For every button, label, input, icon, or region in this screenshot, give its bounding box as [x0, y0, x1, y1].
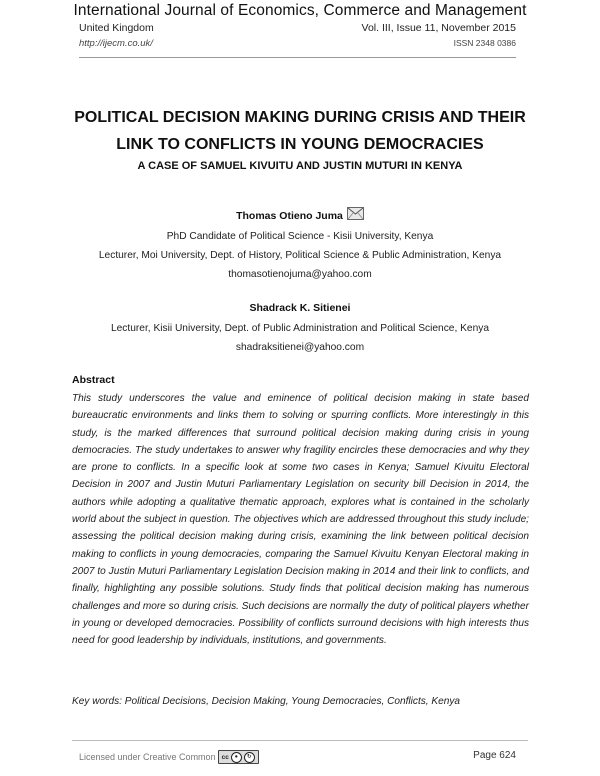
journal-volume-issue: Vol. III, Issue 11, November 2015 — [361, 22, 516, 34]
author-email-link[interactable]: thomasotienojuma@yahoo.com — [228, 269, 372, 280]
author-name-row — [40, 297, 560, 319]
author-affiliation: Lecturer, Kisii University, Dept. of Public Administration and Political Science, Kenya — [110, 323, 490, 334]
creative-commons-badge-icon[interactable] — [218, 750, 259, 764]
paper-subtitle: A CASE OF SAMUEL KIVUITU AND JUSTIN MUTURI IN KENYA — [137, 160, 463, 172]
author-email-link[interactable]: shadraksitienei@yahoo.com — [235, 342, 365, 353]
journal-url-link[interactable]: http://ijecm.co.uk/ — [79, 38, 153, 49]
license-text: Licensed under Creative Common — [79, 752, 216, 762]
author-affiliation: Lecturer, Moi University, Dept. of History, Political Science & Public Administration, Kenya — [98, 250, 502, 261]
header-divider — [79, 57, 516, 58]
author-name: Shadrack K. Sitienei — [249, 302, 351, 314]
cc-sharealike-icon: ↻ — [244, 752, 255, 763]
license-notice — [79, 750, 259, 764]
author-name-row — [40, 205, 560, 227]
cc-label: cc — [221, 753, 229, 761]
abstract-body: This study underscores the value and eminence of political decision making in state based bureaucratic environments and links them to solving or spurring conflicts. More interestingly in this study, is the marked differences that surround political decision making during crisis in young democracies. The study undertakes to answer why fragility encircles these democracies and why they are prone to conflicts. In a specific look at some two cases in Kenya; Samuel Kivuitu Electoral Decision in 2007 and Justin Muturi Parliamentary Legislation on security bill Decision in 2014, the authors while adopting a qualitative thematic approach, explores what is contained in the scholarly world about the subject in question. The objectives which are addressed throughout this study include; assessing the political decision making during crisis, examining the link between political decision making to conflicts in young democracies, comparing the Samuel Kivuitu Kenyan Electoral making in 2007 to Justin Muturi Parliamentary Legislation Decision making in 2014 and their link to conflicts, and finally, highlighting any possible solutions. Study finds that political decision making has numerous challenges and more so during crisis. Such decisions are normally the duty of political players whether in young or developed democracies. Possibility of conflicts surround decisions with high interests thus need for good leadership by individuals, institutions, and governments. — [72, 393, 529, 647]
paper-title-line-1: POLITICAL DECISION MAKING DURING CRISIS AND THEIR — [74, 109, 526, 126]
paper-title-line-2: LINK TO CONFLICTS IN YOUNG DEMOCRACIES — [116, 136, 484, 153]
paper-title — [40, 104, 560, 158]
footer-divider — [72, 740, 528, 741]
author-affiliation: PhD Candidate of Political Science - Kisii University, Kenya — [166, 231, 434, 242]
mail-icon[interactable] — [347, 207, 364, 220]
journal-country: United Kingdom — [79, 22, 154, 34]
journal-issn: ISSN 2348 0386 — [453, 38, 516, 48]
journal-title: International Journal of Economics, Commerce and Management — [73, 2, 527, 19]
author-block-2 — [40, 297, 560, 357]
keywords: Key words: Political Decisions, Decision Making, Young Democracies, Conflicts, Kenya — [72, 696, 461, 707]
cc-attribution-icon: ● — [231, 752, 242, 763]
author-block-1 — [40, 205, 560, 284]
author-name: Thomas Otieno Juma — [236, 210, 343, 222]
abstract-heading: Abstract — [72, 374, 115, 386]
page-number: Page 624 — [473, 750, 516, 761]
